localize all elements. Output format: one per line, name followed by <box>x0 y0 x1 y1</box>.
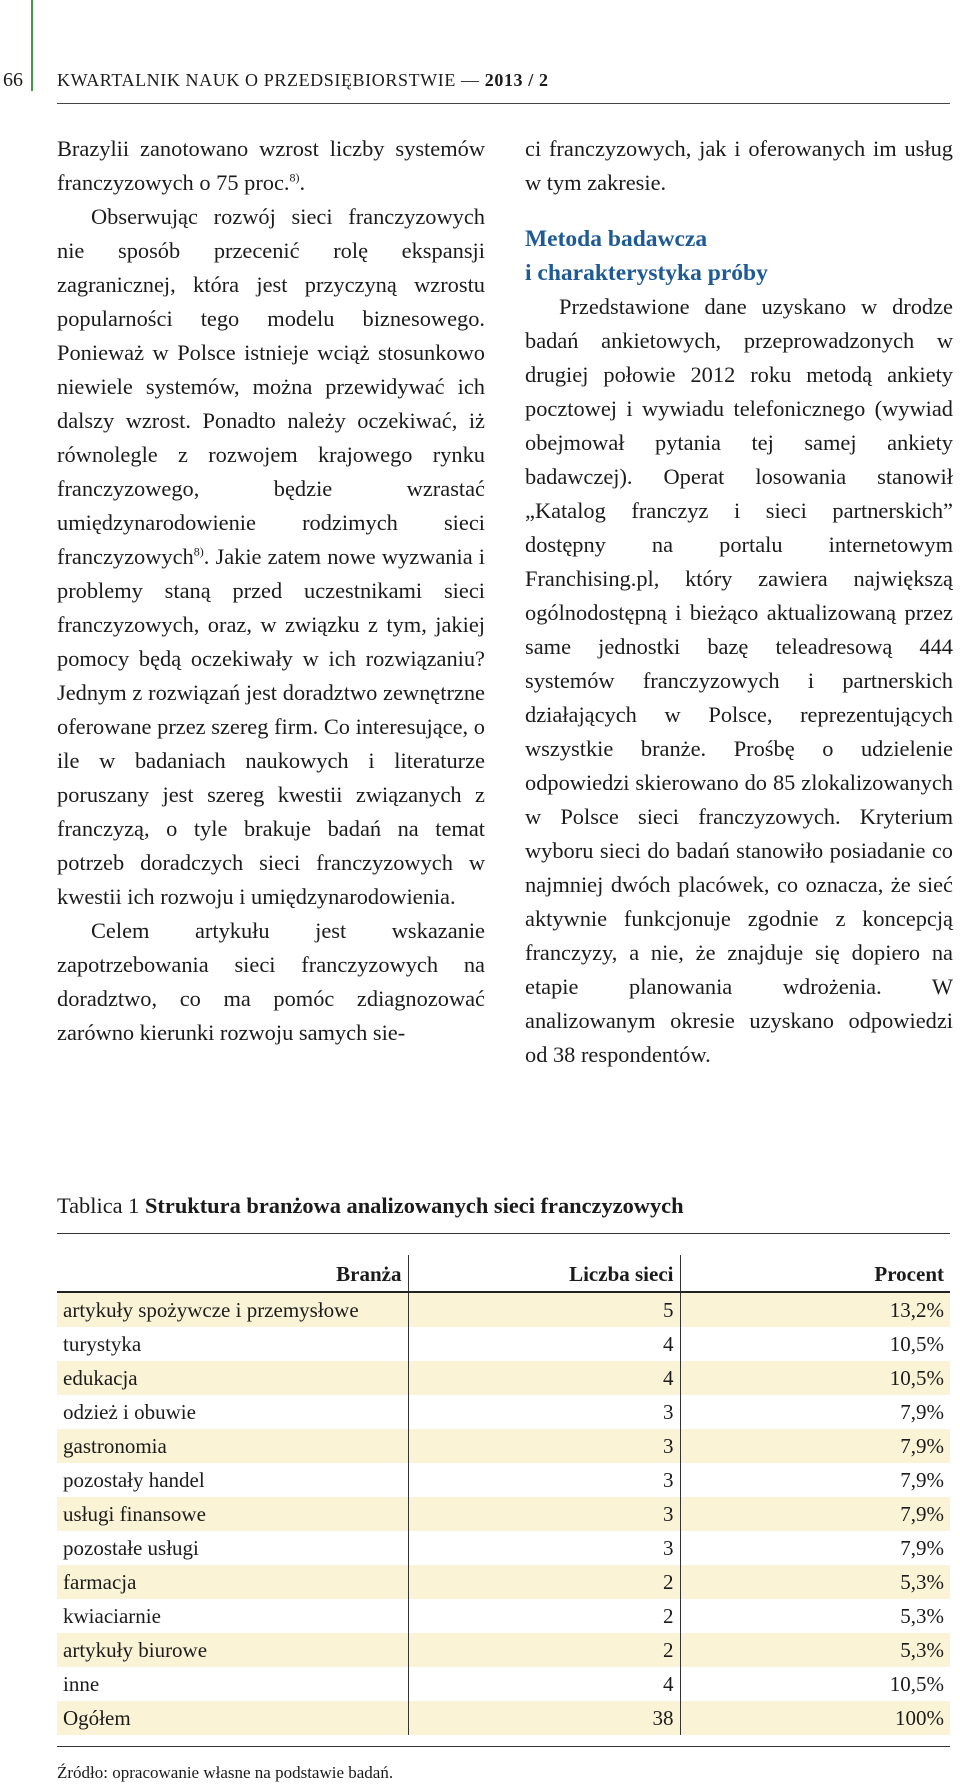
cell-procent: 5,3% <box>900 1604 944 1628</box>
right-paragraph-2: Przedstawione dane uzyskano w drodze badań ankietowych, przeprowadzonych w drugiej połowie 2012 roku metodą ankiety pocztowej i wywiadu telefonicznego (wywiad obejmował pytania tej samej ankiety badawczej). Operat losowania stanowił „Katalog franczyz i sieci partnerskich” dostępny na portalu internetowym Franchising.pl, który zawiera największą ogólnodostępną i bieżąco aktualizowaną przez same jednostki bazę teleadresową 444 systemów franczyzowych i partnerskich działających w Polsce, reprezentujących wszystkie branże. Prośbę o udzielenie odpowiedzi skierowano do 85 zlokalizowanych w Polsce sieci franczyzowych. Kryterium wyboru sieci do badań stanowiło posiadanie co najmniej dwóch placówek, co oznacza, że sieć aktywnie funkcjonuje zgodnie z koncepcją franczyzy, a nie, że znajduje się dopiero na etapie planowania wdrożenia. W analizowanym okresie uzyskano odpowiedzi od 38 respondentów. <box>525 294 953 1067</box>
cell-procent: 10,5% <box>889 1672 944 1696</box>
left-paragraph-2 <box>57 200 485 914</box>
section-heading-line-1: Metoda badawcza <box>525 226 708 252</box>
table-caption-prefix: Tablica 1 <box>57 1193 145 1218</box>
table-row <box>57 1633 950 1667</box>
running-header <box>57 70 549 91</box>
table-row <box>57 1429 950 1463</box>
table-source-note: Źródło: opracowanie własne na podstawie badań. <box>57 1763 394 1782</box>
table-header-row <box>57 1255 950 1292</box>
cell-procent: 5,3% <box>680 1565 950 1599</box>
cell-liczba-sieci: 4 <box>408 1327 680 1361</box>
table-row <box>57 1395 950 1429</box>
cell-procent: 7,9% <box>900 1536 944 1560</box>
journal-title: KWARTALNIK NAUK O PRZEDSIĘBIORSTWIE — <box>57 70 485 90</box>
paragraph-text: Obserwując rozwój sieci franczyzowych nie sposób przecenić rolę ekspansji zagranicznej, która jest przyczyną wzrostu popularności tego modelu biznesowego. Ponieważ w Polsce istnieje wciąż stosunkowo niewiele systemów, można przewidywać ich dalszy wzrost. Ponadto należy oczekiwać, iż równolegle z rozwojem krajowego rynku franczyzowego, będzie wzrastać umiędzynarodowienie rodzimych sieci franczyzowych <box>57 204 485 569</box>
cell-branza: odzież i obuwie <box>57 1395 408 1429</box>
cell-branza: artykuły biurowe <box>57 1633 408 1667</box>
header-liczba-sieci: Liczba sieci <box>408 1255 680 1292</box>
page-number: 66 <box>3 69 23 91</box>
section-heading-line-2: i charakterystyka próby <box>525 260 768 286</box>
cell-liczba-sieci: 3 <box>408 1463 680 1497</box>
header-divider <box>57 103 950 104</box>
paragraph-text: . Jakie zatem nowe wyzwania i problemy staną przed uczestnikami sieci franczyzowych, oraz, w związku z tym, jakiej pomocy będą oczekiwały w ich rozwiązaniu? Jednym z rozwiązań jest doradztwo zewnętrzne oferowane przez szereg firm. Co interesujące, o ile w badaniach naukowych i literaturze poruszany jest szereg kwestii związanych z franczyzą, o tyle brakuje badań na temat potrzeb doradczych sieci franczyzowych w kwestii ich rozwoju i umiędzynarodowienia. <box>57 544 485 909</box>
cell-branza: kwiaciarnie <box>57 1599 408 1633</box>
table-bottom-rule <box>57 1746 950 1747</box>
left-column <box>57 132 485 1050</box>
cell-liczba-sieci: 2 <box>408 1633 680 1667</box>
cell-liczba-sieci: 38 <box>408 1701 680 1735</box>
cell-procent: 7,9% <box>900 1400 944 1424</box>
cell-branza: pozostałe usługi <box>57 1531 408 1565</box>
table-row <box>57 1531 950 1565</box>
paragraph-text: Brazylii zanotowano wzrost liczby systemów franczyzowych o 75 proc. <box>57 136 485 195</box>
cell-liczba-sieci: 2 <box>408 1565 680 1599</box>
cell-procent: 5,3% <box>680 1633 950 1667</box>
table-caption <box>57 1193 684 1219</box>
industry-table <box>57 1255 950 1735</box>
journal-issue: 2013 / 2 <box>484 70 549 90</box>
cell-liczba-sieci: 5 <box>408 1292 680 1327</box>
table-row <box>57 1292 950 1327</box>
cell-branza: artykuły spożywcze i przemysłowe <box>57 1292 408 1327</box>
cell-branza: turystyka <box>57 1327 408 1361</box>
cell-liczba-sieci: 3 <box>408 1395 680 1429</box>
cell-liczba-sieci: 3 <box>408 1497 680 1531</box>
cell-procent: 10,5% <box>680 1361 950 1395</box>
cell-branza: farmacja <box>57 1565 408 1599</box>
cell-procent: 7,9% <box>680 1497 950 1531</box>
cell-liczba-sieci: 4 <box>408 1361 680 1395</box>
footnote-ref: 8) <box>193 544 204 559</box>
paragraph-text: . <box>299 170 306 195</box>
left-paragraph-3: Celem artykułu jest wskazanie zapotrzebowania sieci franczyzowych na doradztwo, co ma pomóc zdiagnozować zarówno kierunki rozwoju samych sie- <box>57 918 485 1045</box>
header-branza: Branża <box>57 1255 408 1292</box>
header-procent: Procent <box>680 1255 950 1292</box>
cell-branza: pozostały handel <box>57 1463 408 1497</box>
caption-divider <box>57 1233 950 1234</box>
cell-branza: Ogółem <box>57 1701 408 1735</box>
table-caption-title: Struktura branżowa analizowanych sieci franczyzowych <box>144 1193 684 1218</box>
cell-procent: 100% <box>680 1701 950 1735</box>
table-row <box>57 1463 950 1497</box>
cell-liczba-sieci: 2 <box>408 1599 680 1633</box>
table-row <box>57 1497 950 1531</box>
left-paragraph-1 <box>57 132 485 200</box>
section-heading <box>525 222 953 290</box>
footnote-ref: 8) <box>289 170 300 185</box>
table-row <box>57 1327 950 1361</box>
right-paragraph-1: ci franczyzowych, jak i oferowanych im usług w tym zakresie. <box>525 136 953 195</box>
cell-procent: 13,2% <box>680 1292 950 1327</box>
table-row <box>57 1565 950 1599</box>
table-row <box>57 1701 950 1735</box>
cell-branza: inne <box>57 1667 408 1701</box>
cell-branza: gastronomia <box>57 1429 408 1463</box>
table-row <box>57 1667 950 1701</box>
table-row <box>57 1599 950 1633</box>
cell-liczba-sieci: 3 <box>408 1429 680 1463</box>
cell-procent: 7,9% <box>900 1468 944 1492</box>
table-row <box>57 1361 950 1395</box>
cell-liczba-sieci: 4 <box>408 1667 680 1701</box>
cell-branza: usługi finansowe <box>57 1497 408 1531</box>
cell-procent: 10,5% <box>889 1332 944 1356</box>
margin-accent-rule <box>31 0 33 91</box>
cell-liczba-sieci: 3 <box>408 1531 680 1565</box>
right-column <box>525 132 953 1072</box>
cell-procent: 7,9% <box>680 1429 950 1463</box>
cell-branza: edukacja <box>57 1361 408 1395</box>
